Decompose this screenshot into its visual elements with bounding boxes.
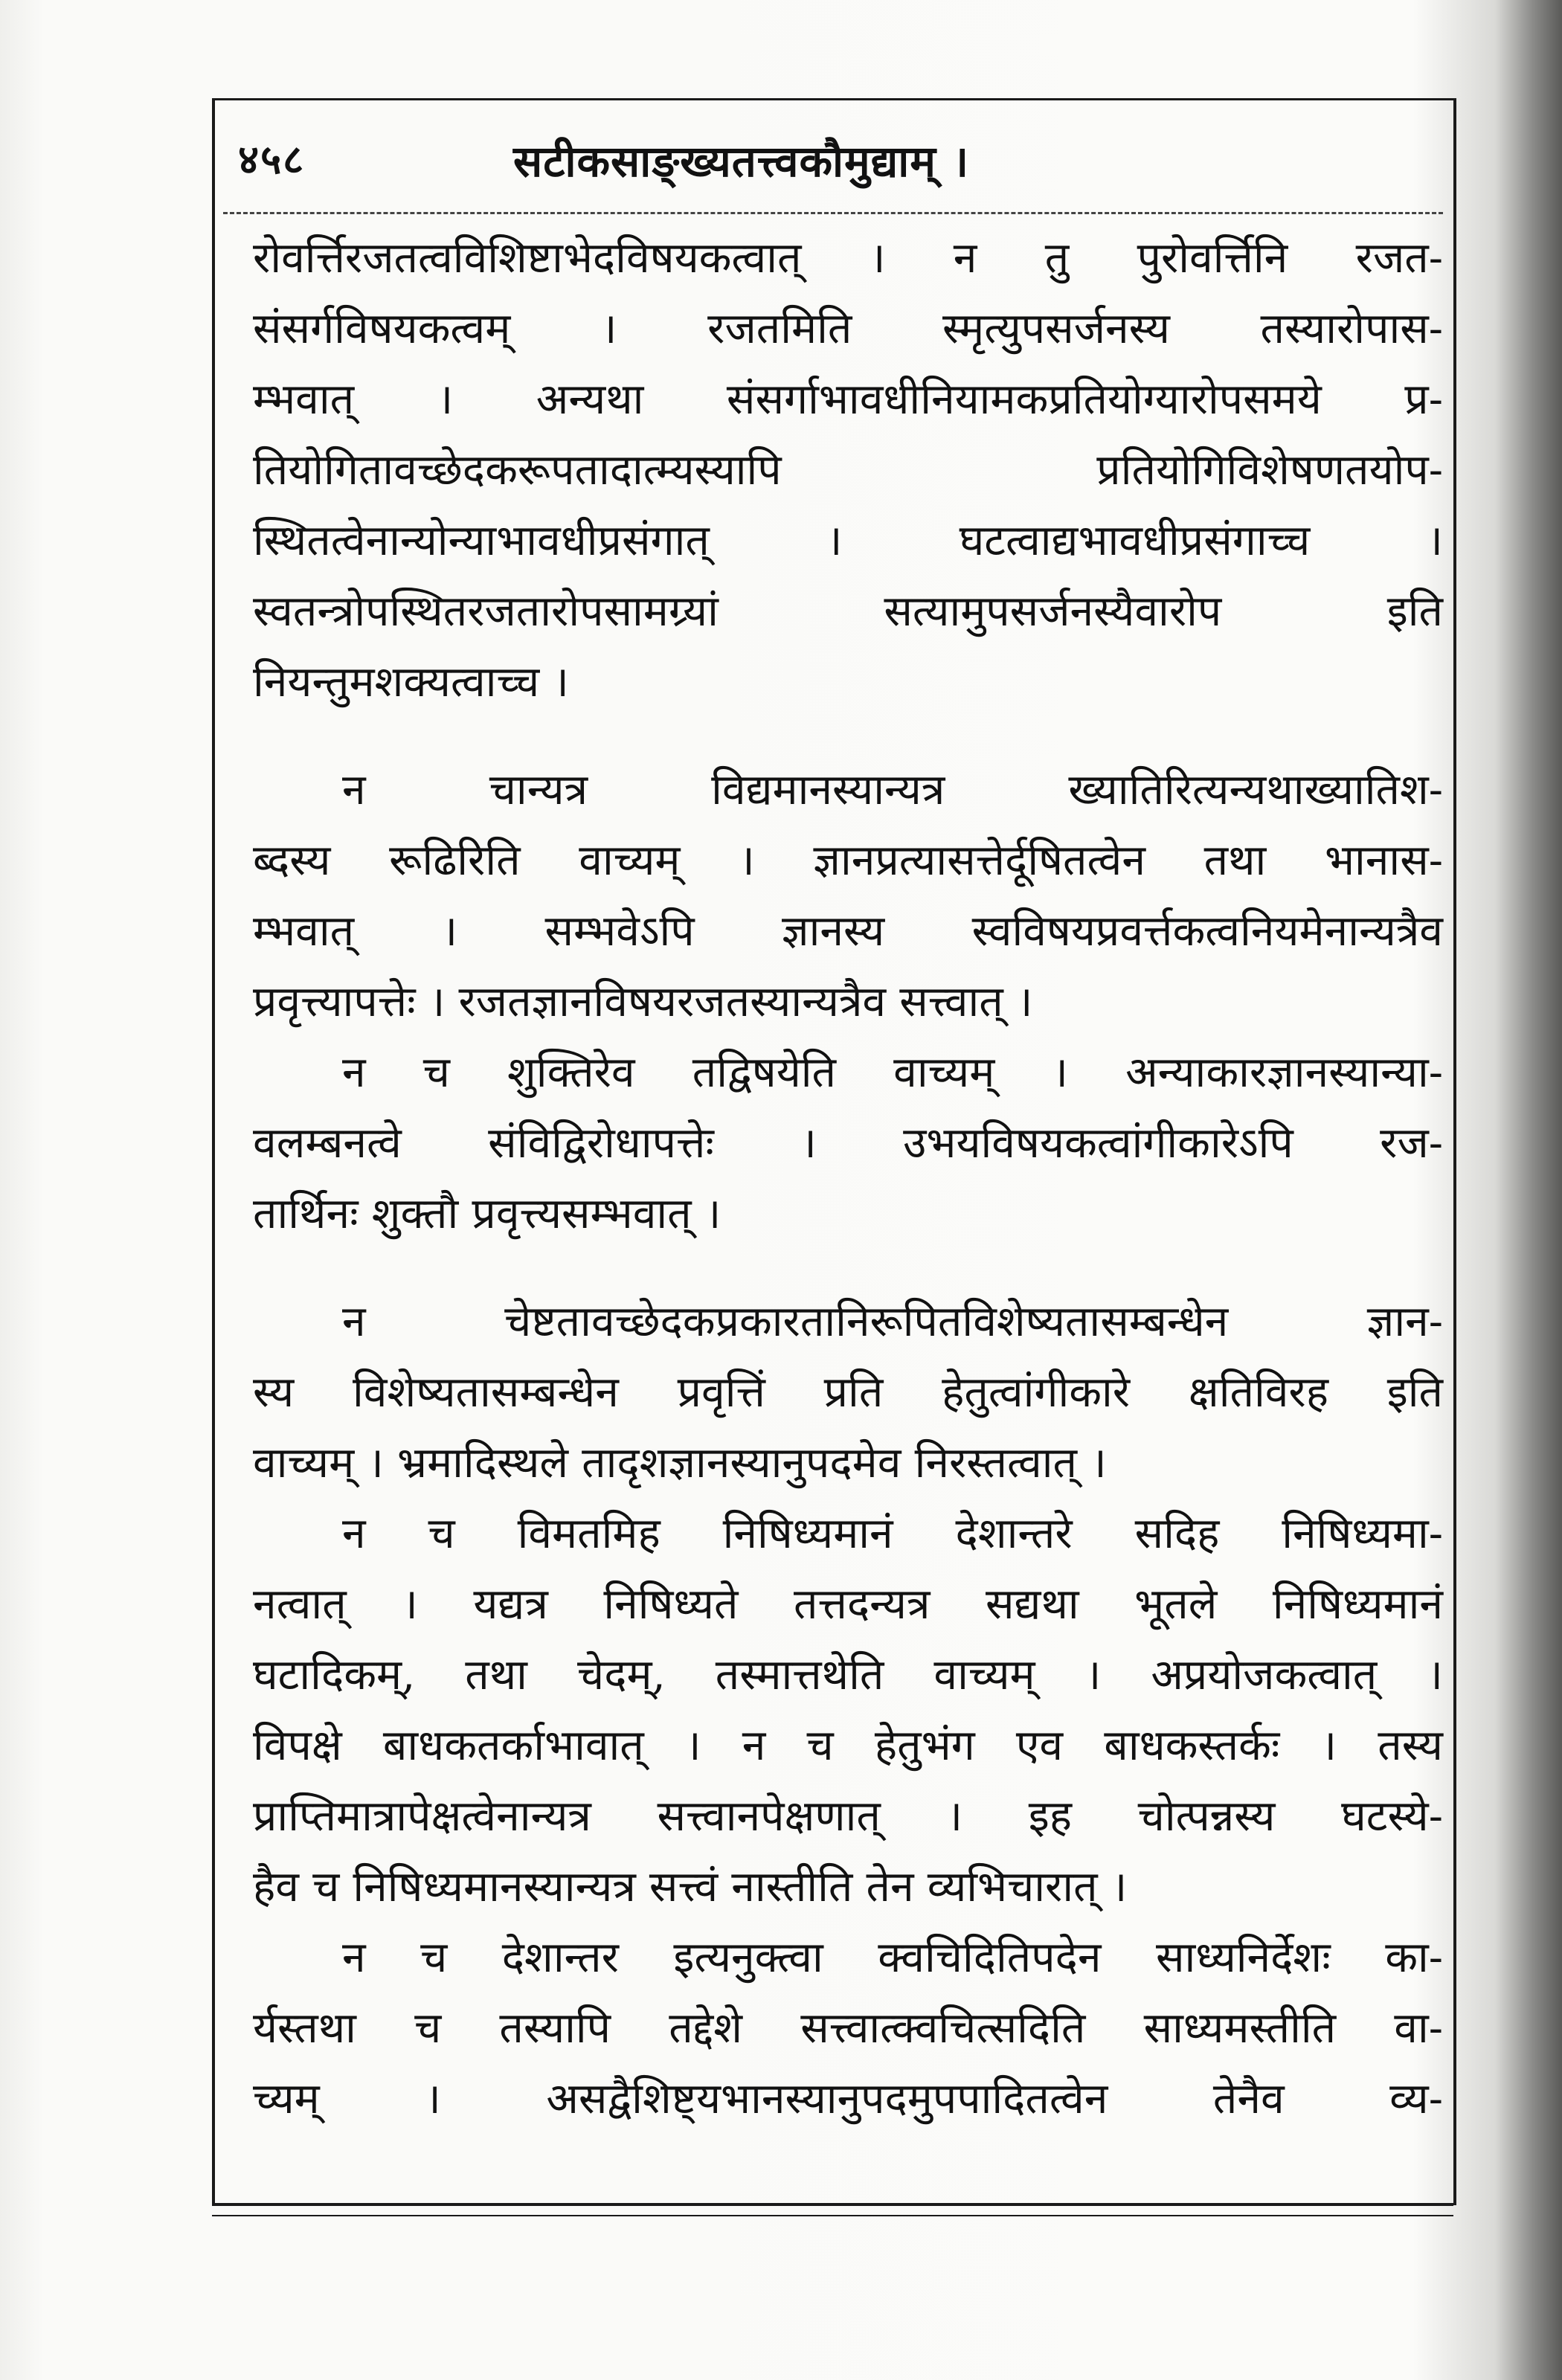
paragraph-6 [253,1923,1443,2135]
text-line: स्वतन्त्रोपस्थितरजतारोपसामग्र्यां सत्यामुपसर्जनस्यैवारोप इति [253,587,1443,636]
paragraph-4 [253,1287,1443,1499]
text-line: न च विमतमिह निषिध्यमानं देशान्तरे सदिह निषिध्यमा- [342,1509,1443,1558]
text-line: न च देशान्तर इत्यनुक्त्वा क्वचिदितिपदेन साध्यनिर्देशः का- [342,1933,1443,1982]
text-line: संसर्गविषयकत्वम् । रजतमिति स्मृत्युपसर्जनस्य तस्यारोपास- [253,304,1443,353]
page-number: ४५८ [238,135,306,183]
paragraph-2 [253,755,1443,1038]
paragraph-3 [253,1038,1443,1250]
body-text [253,223,1443,2135]
text-line: स्थितत्वेनान्योन्याभावधीप्रसंगात् । घटत्वाद्यभावधीप्रसंगाच्च । [253,516,1443,565]
text-line: न चेष्टतावच्छेदकप्रकारतानिरूपितविशेष्यतासम्बन्धेन ज्ञान- [342,1297,1443,1346]
text-line: न चान्यत्र विद्यमानस्यान्यत्र ख्यातिरित्यन्यथाख्यातिश- [342,765,1443,814]
bottom-rule-thin [212,2215,1453,2216]
bottom-rule [212,2203,1453,2206]
text-line: ब्दस्य रूढिरिति वाच्यम् । ज्ञानप्रत्यासत्तेर्दूषितत्वेन तथा भानास- [253,836,1443,885]
text-line: म्भवात् । सम्भवेऽपि ज्ञानस्य स्वविषयप्रवर्त्तकत्वनियमेनान्यत्रैव [253,907,1443,956]
paragraph-5 [253,1499,1443,1923]
text-line: वाच्यम् । भ्रमादिस्थले तादृशज्ञानस्यानुपदमेव निरस्तत्वात् । [253,1438,1107,1488]
text-line: तार्थिनः शुक्तौ प्रवृत्त्यसम्भवात् । [253,1189,721,1238]
text-line: नत्वात् । यद्यत्र निषिध्यते तत्तदन्यत्र सद्यथा भूतले निषिध्यमानं [253,1580,1443,1629]
page-header [223,123,1443,205]
text-line: हैव च निषिध्यमानस्यान्यत्र सत्त्वं नास्तीति तेन व्यभिचारात् । [253,1862,1128,1911]
text-line: प्रवृत्त्यापत्तेः । रजतज्ञानविषयरजतस्यान्यत्रैव सत्त्वात् । [253,977,1033,1026]
text-line: रोवर्त्तिरजतत्वविशिष्टाभेदविषयकत्वात् । न तु पुरोवर्त्तिनि रजत- [253,234,1443,283]
text-line: च्यम् । असद्वैशिष्ट्यभानस्यानुपदमुपपादितत्वेन तेनैव व्य- [253,2074,1443,2123]
text-line: घटादिकम्, तथा चेदम्, तस्मात्तथेति वाच्यम् । अप्रयोजकत्वात् । [253,1650,1443,1699]
text-line: विपक्षे बाधकतर्काभावात् । न च हेतुभंग एव बाधकस्तर्कः । तस्य [253,1721,1443,1770]
text-line: न च शुक्तिरेव तद्विषयेति वाच्यम् । अन्याकारज्ञानस्यान्या- [342,1048,1443,1097]
paragraph-1 [253,223,1443,718]
text-line: तियोगितावच्छेदकरूपतादात्म्यस्यापि प्रतियोगिविशेषणतयोप- [253,446,1443,495]
text-line: र्यस्तथा च तस्यापि तद्देशे सत्त्वात्क्वचित्सदिति साध्यमस्तीति वा- [253,2004,1443,2053]
running-title: सटीकसाङ्ख्यतत्त्वकौमुद्याम् । [513,136,970,187]
text-line: म्भवात् । अन्यथा संसर्गाभावधीनियामकप्रतियोग्यारोपसमये प्र- [253,375,1443,424]
text-line: नियन्तुमशक्यत्वाच्च । [253,657,569,707]
header-rule [223,212,1443,214]
text-line: वलम्बनत्वे संविद्विरोधापत्तेः । उभयविषयकत्वांगीकारेऽपि रज- [253,1119,1443,1168]
text-line: प्राप्तिमात्रापेक्षत्वेनान्यत्र सत्त्वानपेक्षणात् । इह चोत्पन्नस्य घटस्ये- [253,1792,1443,1841]
text-line: स्य विशेष्यतासम्बन्धेन प्रवृत्तिं प्रति हेतुत्वांगीकारे क्षतिविरह इति [253,1368,1443,1417]
